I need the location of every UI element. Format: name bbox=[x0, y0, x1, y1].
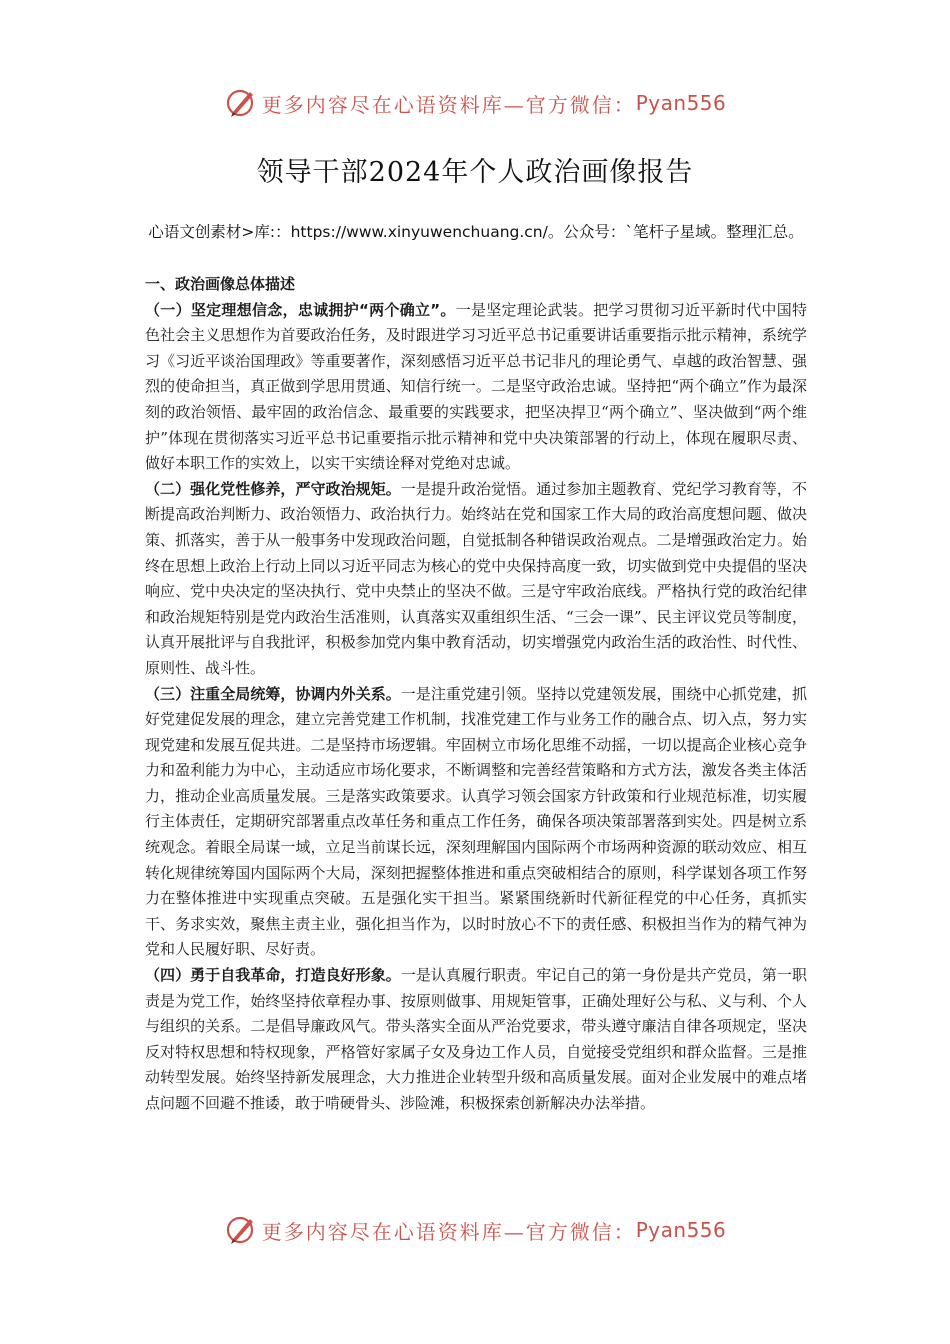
paragraph-body: 一是提升政治觉悟。通过参加主题教育、党纪学习教育等，不断提高政治判断力、政治领悟力、政治执行力。始终站在党和国家工作大局的政治高度想问题、做决策、抓落实，善于从一般事务中发现政治问题，自觉抵制各种错误政治观点。二是增强政治定力。始终在思想上政治上行动上同以习近平同志为核心的党中央保持高度一致，切实做到党中央提倡的坚决响应、党中央决定的坚决执行、党中央禁止的坚决不做。三是守牢政治底线。严格执行党的政治纪律和政治规矩特别是党内政治生活准则，认真落实双重组织生活、“三会一课”、民主评议党员等制度，认真开展批评与自我批评，积极参加党内集中教育活动，切实增强党内政治生活的政治性、时代性、原则性、战斗性。 bbox=[145, 479, 807, 677]
banner-text: 更多内容尽在心语资料库—官方微信： bbox=[261, 1219, 636, 1244]
banner-wechat-id: Pyan556 bbox=[635, 1218, 727, 1242]
paragraph bbox=[145, 477, 807, 682]
paragraph-body: 一是坚定理论武装。把学习贯彻习近平新时代中国特色社会主义思想作为首要政治任务，及时跟进学习习近平总书记重要讲话重要指示批示精神，系统学习《习近平谈治国理政》等重要著作，深刻感悟习近平总书记非凡的理论勇气、卓越的政治智慧、强烈的使命担当，真正做到学思用贯通、知信行统一。二是坚守政治忠诚。坚持把“两个确立”作为最深刻的政治领悟、最牢固的政治信念、最重要的实践要求，把坚决捍卫“两个确立”、坚决做到“两个维护”体现在贯彻落实习近平总书记重要指示批示精神和党中央决策部署的行动上，体现在履职尽责、做好本职工作的实效上，以实干实绩诠释对党绝对忠诚。 bbox=[145, 300, 807, 473]
section-heading: 一、政治画像总体描述 bbox=[145, 275, 296, 293]
paragraph bbox=[145, 298, 807, 477]
paragraph bbox=[145, 682, 807, 964]
pen-logo-icon bbox=[224, 1213, 258, 1247]
document-title: 领导干部2024年个人政治画像报告 bbox=[256, 157, 694, 188]
paragraph-body: 一是认真履行职责。牢记自己的第一身份是共产党员，第一职责是为党工作，始终坚持依章程办事、按原则做事、用规矩管事，正确处理好公与私、义与利、个人与组织的关系。二是倡导廉政风气。带头落实全面从严治党要求，带头遵守廉洁自律各项规定，坚决反对特权思想和特权现象，严格管好家属子女及身边工作人员，自觉接受党组织和群众监督。三是推动转型发展。始终坚持新发展理念，大力推进企业转型升级和高质量发展。面对企业发展中的难点堵点问题不回避不推诿，敢于啃硬骨头、涉险滩，积极探索创新解决办法举措。 bbox=[145, 966, 807, 1112]
document-body bbox=[145, 272, 807, 1117]
banner-wechat-id: Pyan556 bbox=[635, 91, 727, 115]
paragraph-body: 一是注重党建引领。坚持以党建领发展，围绕中心抓党建，抓好党建促发展的理念，建立完善党建工作机制，找准党建工作与业务工作的融合点、切入点，努力实现党建和发展互促共进。二是坚持市场逻辑。牢固树立市场化思维不动摇，一切以提高企业核心竞争力和盈利能力为中心，主动适应市场化要求，不断调整和完善经营策略和方式方法，激发各类主体活力，推动企业高质量发展。三是落实政策要求。认真学习领会国家方针政策和行业规范标准，切实履行主体责任，定期研究部署重点改革任务和重点工作任务，确保各项决策部署落到实处。四是树立系统观念。着眼全局谋一域，立足当前谋长远，深刻理解国内国际两个市场两种资源的联动效应、相互转化规律统筹国内国际两个大局，深刻把握整体推进和重点突破相结合的原则，科学谋划各项工作努力在整体推进中实现重点突破。五是强化实干担当。紧紧围绕新时代新征程党的中心任务，真抓实干、务求实效，聚焦主责主业，强化担当作为，以时时放心不下的责任感、积极担当作为的精气神为党和人民履好职、尽好责。 bbox=[145, 684, 807, 959]
header-watermark-banner bbox=[0, 83, 950, 123]
banner-text: 更多内容尽在心语资料库—官方微信： bbox=[261, 92, 636, 117]
paragraph-lead: （二）强化党性修养，严守政治规矩。 bbox=[145, 479, 401, 498]
paragraph-lead: （四）勇于自我革命，打造良好形象。 bbox=[145, 966, 401, 985]
pen-logo-icon bbox=[224, 86, 258, 120]
paragraph-lead: （三）注重全局统筹，协调内外关系。 bbox=[145, 684, 401, 703]
footer-watermark-banner bbox=[0, 1210, 950, 1250]
source-line: 心语文创素材>库:：https://www.xinyuwenchuang.cn/。公众号：`笔杆子星域。整理汇总。 bbox=[148, 223, 804, 241]
paragraph bbox=[145, 963, 807, 1117]
paragraph-lead: （一）坚定理想信念，忠诚拥护“两个确立”。 bbox=[145, 300, 456, 319]
